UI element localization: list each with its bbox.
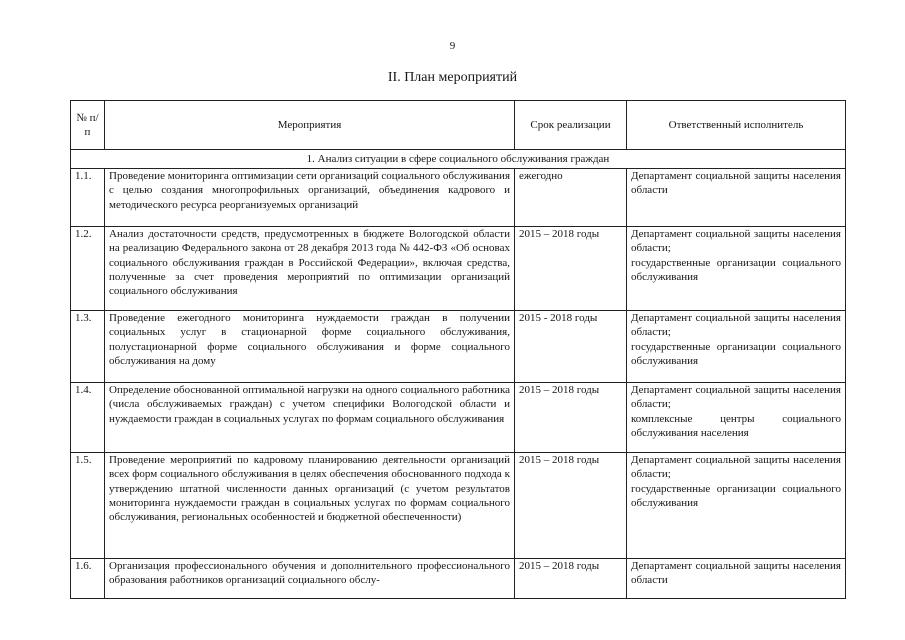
responsible-line: Департамент социальной защиты населения области; — [631, 312, 841, 339]
group-title: 1. Анализ ситуации в сфере социального обслуживания граждан — [71, 150, 846, 169]
row-action: Определение обоснованной оптимальной нагрузки на одного социального работника (числа обслуживаемых граждан) с учетом специфики Вологодской области и нуждаемости граждан в социальных услугах по формам социального обслуживания — [105, 383, 515, 453]
responsible-line: государственные организации социального обслуживания — [631, 482, 841, 509]
row-action: Организация профессионального обучения и дополнительного профессионального образования работников организаций социального обслу- — [105, 559, 515, 599]
header-period: Срок реализации — [515, 101, 627, 150]
page-number: 9 — [449, 40, 456, 52]
table-row — [71, 453, 846, 559]
table-row — [71, 227, 846, 311]
row-period: 2015 – 2018 годы — [515, 383, 627, 453]
row-action: Проведение мониторинга оптимизации сети организаций социального обслуживания с целью создания многопрофильных организаций, объединения кадрового и методического ресурса реорганизуемых организаций — [105, 169, 515, 227]
table-row — [71, 383, 846, 453]
table-row — [71, 169, 846, 227]
plan-table — [70, 100, 846, 599]
header-action: Мероприятия — [105, 101, 515, 150]
responsible-line: Департамент социальной защиты населения области — [631, 170, 841, 197]
responsible-line: Департамент социальной защиты населения области; — [631, 384, 841, 411]
row-period: 2015 – 2018 годы — [515, 227, 627, 311]
responsible-line: Департамент социальной защиты населения области — [631, 560, 841, 587]
row-responsible — [627, 169, 846, 227]
row-number: 1.1. — [71, 169, 105, 227]
row-number: 1.3. — [71, 311, 105, 383]
row-period: 2015 - 2018 годы — [515, 311, 627, 383]
responsible-line: Департамент социальной защиты населения области; — [631, 228, 841, 255]
table-row — [71, 311, 846, 383]
row-number: 1.6. — [71, 559, 105, 599]
row-number: 1.5. — [71, 453, 105, 559]
table-row — [71, 559, 846, 599]
responsible-line: государственные организации социального обслуживания — [631, 256, 841, 283]
table-header-row — [71, 101, 846, 150]
row-responsible — [627, 383, 846, 453]
row-action: Проведение ежегодного мониторинга нуждаемости граждан в получении социальных услуг в стационарной форме социального обслуживания, полустационарной форме социального обслуживания и форме социального обслуживания на дому — [105, 311, 515, 383]
row-responsible — [627, 453, 846, 559]
row-responsible — [627, 559, 846, 599]
row-period: 2015 – 2018 годы — [515, 453, 627, 559]
row-responsible — [627, 311, 846, 383]
responsible-line: государственные организации социального обслуживания — [631, 340, 841, 367]
row-number: 1.4. — [71, 383, 105, 453]
responsible-line: комплексные центры социального обслуживания населения — [631, 412, 841, 439]
row-period: 2015 – 2018 годы — [515, 559, 627, 599]
group-row — [71, 150, 846, 169]
header-num: № п/п — [71, 101, 105, 150]
row-responsible — [627, 227, 846, 311]
row-action: Проведение мероприятий по кадровому планированию деятельности организаций всех форм социального обслуживания в целях обеспечения обоснованного подхода к утверждению штатной численности данных организаций (с учетом результатов мониторинга нуждаемости граждан в социальных услугах по формам социального обслуживания, региональных особенностей и бюджетной обеспеченности) — [105, 453, 515, 559]
row-period: ежегодно — [515, 169, 627, 227]
section-title: II. План мероприятий — [387, 70, 518, 85]
header-responsible: Ответственный исполнитель — [627, 101, 846, 150]
row-number: 1.2. — [71, 227, 105, 311]
responsible-line: Департамент социальной защиты населения области; — [631, 454, 841, 481]
row-action: Анализ достаточности средств, предусмотренных в бюджете Вологодской области на реализацию Федерального закона от 28 декабря 2013 года № 442-ФЗ «Об основах социального обслуживания граждан в Российской Федерации», включая средства, полученные за счет проведения мероприятий по оптимизации организаций социального обслуживания — [105, 227, 515, 311]
